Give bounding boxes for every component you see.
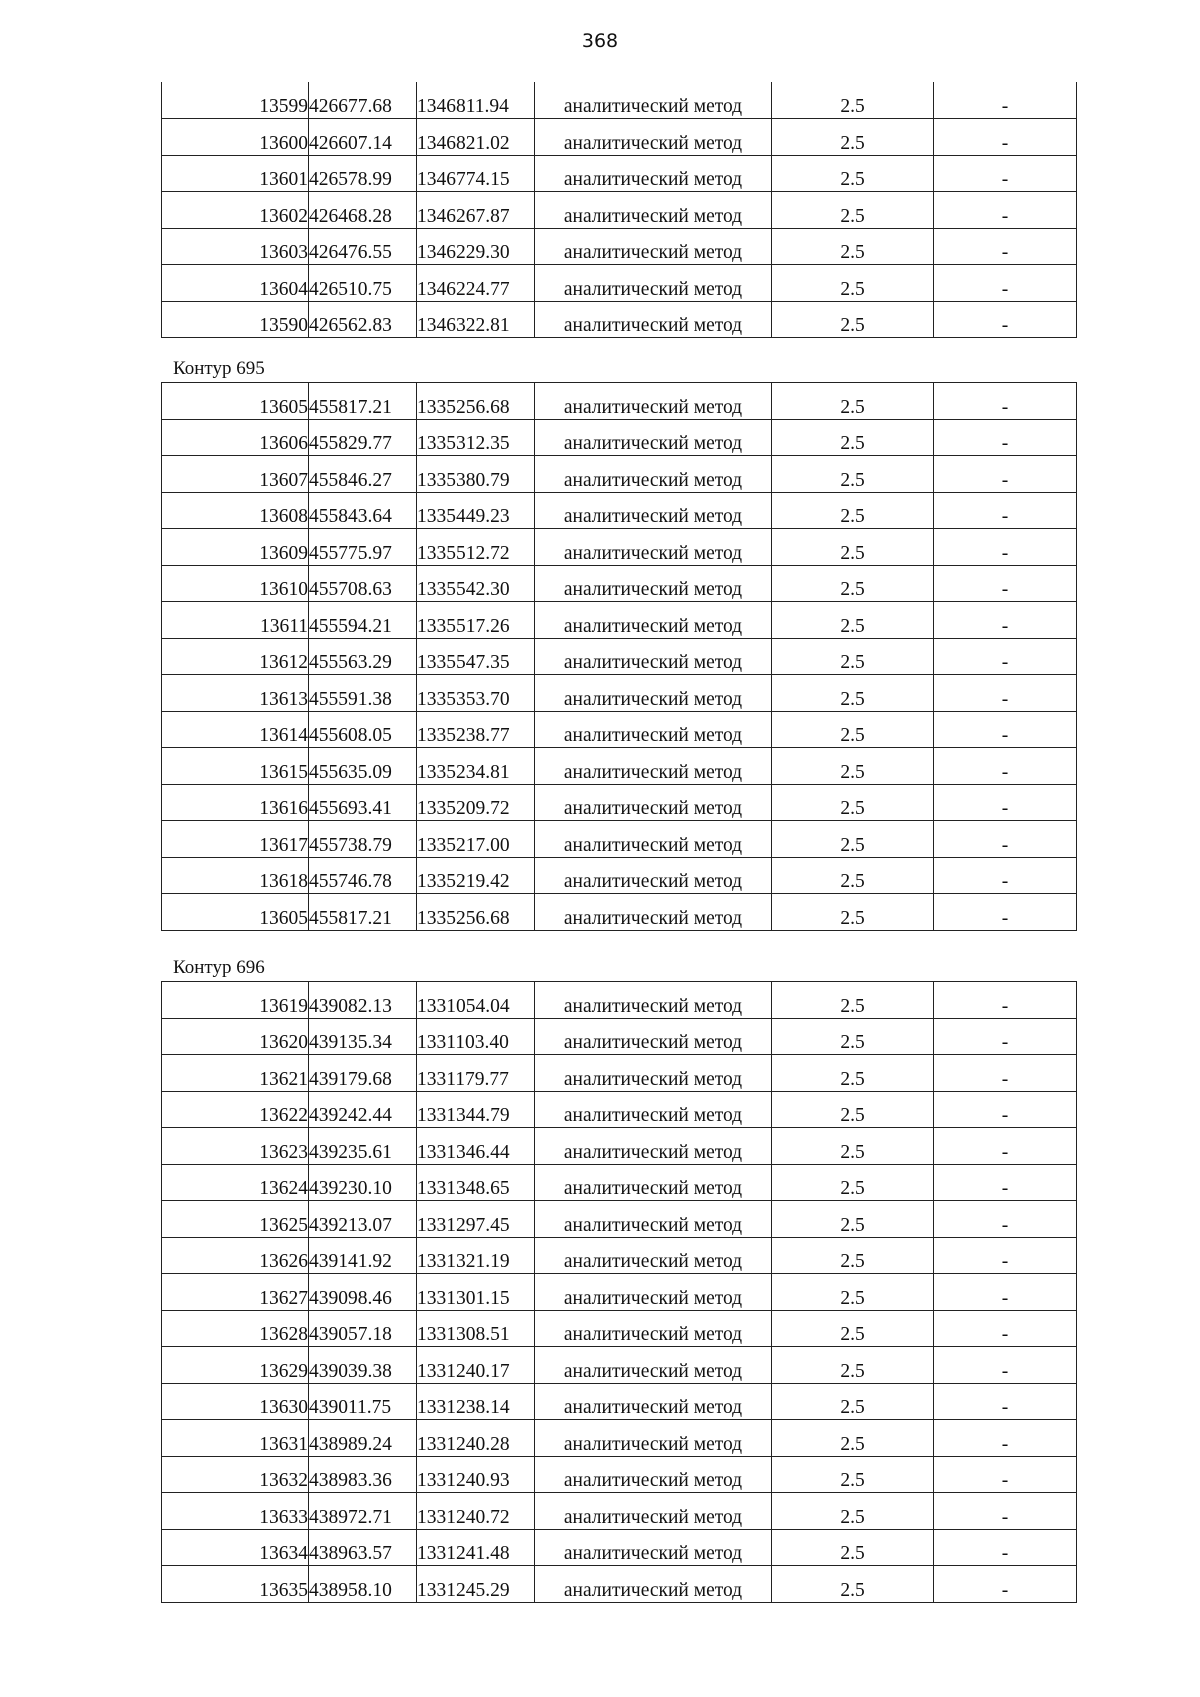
y-coordinate-cell: 1331344.79 [417, 1091, 535, 1128]
x-coordinate-cell: 426562.83 [309, 301, 417, 338]
table-row [162, 1237, 1077, 1274]
method-cell: аналитический метод [535, 1529, 772, 1566]
method-cell: аналитический метод [535, 982, 772, 1019]
y-coordinate-cell: 1335512.72 [417, 529, 535, 566]
note-cell: - [934, 602, 1077, 639]
y-coordinate-cell: 1331346.44 [417, 1128, 535, 1165]
point-number-cell: 13604 [162, 265, 309, 302]
x-coordinate-cell: 439230.10 [309, 1164, 417, 1201]
table-row [162, 456, 1077, 493]
table-row [162, 155, 1077, 192]
x-coordinate-cell: 439213.07 [309, 1201, 417, 1238]
point-number-cell: 13599 [162, 82, 309, 119]
precision-cell: 2.5 [772, 1091, 934, 1128]
y-coordinate-cell: 1335234.81 [417, 748, 535, 785]
x-coordinate-cell: 455608.05 [309, 711, 417, 748]
note-cell: - [934, 1383, 1077, 1420]
y-coordinate-cell: 1346774.15 [417, 155, 535, 192]
method-cell: аналитический метод [535, 1237, 772, 1274]
x-coordinate-cell: 455738.79 [309, 821, 417, 858]
y-coordinate-cell: 1331321.19 [417, 1237, 535, 1274]
y-coordinate-cell: 1331308.51 [417, 1310, 535, 1347]
precision-cell: 2.5 [772, 675, 934, 712]
x-coordinate-cell: 426677.68 [309, 82, 417, 119]
note-cell: - [934, 1164, 1077, 1201]
point-number-cell: 13614 [162, 711, 309, 748]
note-cell: - [934, 492, 1077, 529]
y-coordinate-cell: 1331348.65 [417, 1164, 535, 1201]
method-cell: аналитический метод [535, 1310, 772, 1347]
y-coordinate-cell: 1331301.15 [417, 1274, 535, 1311]
table-row [162, 982, 1077, 1019]
x-coordinate-cell: 455708.63 [309, 565, 417, 602]
method-cell: аналитический метод [535, 638, 772, 675]
x-coordinate-cell: 439179.68 [309, 1055, 417, 1092]
note-cell: - [934, 1529, 1077, 1566]
x-coordinate-cell: 439039.38 [309, 1347, 417, 1384]
x-coordinate-cell: 439098.46 [309, 1274, 417, 1311]
precision-cell: 2.5 [772, 1237, 934, 1274]
point-number-cell: 13628 [162, 1310, 309, 1347]
table-row [162, 1164, 1077, 1201]
method-cell: аналитический метод [535, 711, 772, 748]
coordinates-table [161, 82, 1077, 338]
table-row [162, 301, 1077, 338]
note-cell: - [934, 1310, 1077, 1347]
point-number-cell: 13590 [162, 301, 309, 338]
x-coordinate-cell: 439011.75 [309, 1383, 417, 1420]
point-number-cell: 13631 [162, 1420, 309, 1457]
method-cell: аналитический метод [535, 265, 772, 302]
precision-cell: 2.5 [772, 982, 934, 1019]
point-number-cell: 13607 [162, 456, 309, 493]
precision-cell: 2.5 [772, 1274, 934, 1311]
table-row [162, 565, 1077, 602]
precision-cell: 2.5 [772, 265, 934, 302]
method-cell: аналитический метод [535, 1420, 772, 1457]
table-row [162, 1310, 1077, 1347]
precision-cell: 2.5 [772, 1201, 934, 1238]
note-cell: - [934, 1566, 1077, 1603]
table-row [162, 228, 1077, 265]
table-row [162, 419, 1077, 456]
precision-cell: 2.5 [772, 82, 934, 119]
table-row [162, 784, 1077, 821]
y-coordinate-cell: 1335542.30 [417, 565, 535, 602]
point-number-cell: 13627 [162, 1274, 309, 1311]
precision-cell: 2.5 [772, 1566, 934, 1603]
precision-cell: 2.5 [772, 529, 934, 566]
method-cell: аналитический метод [535, 1566, 772, 1603]
note-cell: - [934, 301, 1077, 338]
method-cell: аналитический метод [535, 456, 772, 493]
x-coordinate-cell: 455775.97 [309, 529, 417, 566]
point-number-cell: 13629 [162, 1347, 309, 1384]
y-coordinate-cell: 1346821.02 [417, 119, 535, 156]
note-cell: - [934, 1201, 1077, 1238]
x-coordinate-cell: 426476.55 [309, 228, 417, 265]
precision-cell: 2.5 [772, 155, 934, 192]
method-cell: аналитический метод [535, 119, 772, 156]
table-row [162, 1201, 1077, 1238]
y-coordinate-cell: 1331103.40 [417, 1018, 535, 1055]
method-cell: аналитический метод [535, 748, 772, 785]
point-number-cell: 13612 [162, 638, 309, 675]
note-cell: - [934, 1018, 1077, 1055]
y-coordinate-cell: 1335219.42 [417, 857, 535, 894]
page-number: 368 [581, 30, 619, 52]
table-row [162, 602, 1077, 639]
note-cell: - [934, 1055, 1077, 1092]
precision-cell: 2.5 [772, 638, 934, 675]
table-row [162, 675, 1077, 712]
x-coordinate-cell: 426510.75 [309, 265, 417, 302]
table-row [162, 711, 1077, 748]
table-row [162, 857, 1077, 894]
precision-cell: 2.5 [772, 228, 934, 265]
x-coordinate-cell: 438958.10 [309, 1566, 417, 1603]
point-number-cell: 13617 [162, 821, 309, 858]
point-number-cell: 13632 [162, 1456, 309, 1493]
method-cell: аналитический метод [535, 529, 772, 566]
point-number-cell: 13603 [162, 228, 309, 265]
precision-cell: 2.5 [772, 711, 934, 748]
note-cell: - [934, 1347, 1077, 1384]
point-number-cell: 13635 [162, 1566, 309, 1603]
method-cell: аналитический метод [535, 383, 772, 420]
y-coordinate-cell: 1346811.94 [417, 82, 535, 119]
y-coordinate-cell: 1335353.70 [417, 675, 535, 712]
point-number-cell: 13623 [162, 1128, 309, 1165]
note-cell: - [934, 638, 1077, 675]
y-coordinate-cell: 1331240.72 [417, 1493, 535, 1530]
method-cell: аналитический метод [535, 1018, 772, 1055]
y-coordinate-cell: 1331179.77 [417, 1055, 535, 1092]
note-cell: - [934, 1420, 1077, 1457]
x-coordinate-cell: 438972.71 [309, 1493, 417, 1530]
method-cell: аналитический метод [535, 857, 772, 894]
precision-cell: 2.5 [772, 1456, 934, 1493]
y-coordinate-cell: 1335312.35 [417, 419, 535, 456]
y-coordinate-cell: 1331240.28 [417, 1420, 535, 1457]
method-cell: аналитический метод [535, 1091, 772, 1128]
method-cell: аналитический метод [535, 1274, 772, 1311]
x-coordinate-cell: 455846.27 [309, 456, 417, 493]
precision-cell: 2.5 [772, 821, 934, 858]
point-number-cell: 13600 [162, 119, 309, 156]
y-coordinate-cell: 1331054.04 [417, 982, 535, 1019]
note-cell: - [934, 748, 1077, 785]
method-cell: аналитический метод [535, 192, 772, 229]
y-coordinate-cell: 1331240.93 [417, 1456, 535, 1493]
point-number-cell: 13605 [162, 894, 309, 931]
precision-cell: 2.5 [772, 119, 934, 156]
table-row [162, 1383, 1077, 1420]
table-row [162, 1274, 1077, 1311]
table-row [162, 529, 1077, 566]
table-row [162, 1128, 1077, 1165]
note-cell: - [934, 711, 1077, 748]
point-number-cell: 13616 [162, 784, 309, 821]
note-cell: - [934, 419, 1077, 456]
precision-cell: 2.5 [772, 419, 934, 456]
x-coordinate-cell: 455843.64 [309, 492, 417, 529]
x-coordinate-cell: 455829.77 [309, 419, 417, 456]
y-coordinate-cell: 1335449.23 [417, 492, 535, 529]
note-cell: - [934, 155, 1077, 192]
method-cell: аналитический метод [535, 228, 772, 265]
note-cell: - [934, 1493, 1077, 1530]
precision-cell: 2.5 [772, 1383, 934, 1420]
precision-cell: 2.5 [772, 565, 934, 602]
table-row [162, 1566, 1077, 1603]
table-row [162, 492, 1077, 529]
note-cell: - [934, 675, 1077, 712]
x-coordinate-cell: 439082.13 [309, 982, 417, 1019]
method-cell: аналитический метод [535, 821, 772, 858]
point-number-cell: 13619 [162, 982, 309, 1019]
x-coordinate-cell: 455563.29 [309, 638, 417, 675]
precision-cell: 2.5 [772, 748, 934, 785]
y-coordinate-cell: 1335238.77 [417, 711, 535, 748]
method-cell: аналитический метод [535, 602, 772, 639]
x-coordinate-cell: 439141.92 [309, 1237, 417, 1274]
precision-cell: 2.5 [772, 1493, 934, 1530]
point-number-cell: 13626 [162, 1237, 309, 1274]
x-coordinate-cell: 438989.24 [309, 1420, 417, 1457]
precision-cell: 2.5 [772, 301, 934, 338]
method-cell: аналитический метод [535, 1055, 772, 1092]
y-coordinate-cell: 1331238.14 [417, 1383, 535, 1420]
y-coordinate-cell: 1331240.17 [417, 1347, 535, 1384]
note-cell: - [934, 894, 1077, 931]
x-coordinate-cell: 455594.21 [309, 602, 417, 639]
precision-cell: 2.5 [772, 456, 934, 493]
table-row [162, 638, 1077, 675]
precision-cell: 2.5 [772, 1420, 934, 1457]
y-coordinate-cell: 1335256.68 [417, 894, 535, 931]
y-coordinate-cell: 1335547.35 [417, 638, 535, 675]
note-cell: - [934, 1128, 1077, 1165]
table-row [162, 1529, 1077, 1566]
point-number-cell: 13633 [162, 1493, 309, 1530]
method-cell: аналитический метод [535, 1493, 772, 1530]
x-coordinate-cell: 438983.36 [309, 1456, 417, 1493]
method-cell: аналитический метод [535, 82, 772, 119]
x-coordinate-cell: 426578.99 [309, 155, 417, 192]
point-number-cell: 13608 [162, 492, 309, 529]
precision-cell: 2.5 [772, 492, 934, 529]
note-cell: - [934, 119, 1077, 156]
y-coordinate-cell: 1346322.81 [417, 301, 535, 338]
y-coordinate-cell: 1331297.45 [417, 1201, 535, 1238]
method-cell: аналитический метод [535, 1128, 772, 1165]
note-cell: - [934, 265, 1077, 302]
method-cell: аналитический метод [535, 565, 772, 602]
x-coordinate-cell: 455635.09 [309, 748, 417, 785]
precision-cell: 2.5 [772, 1164, 934, 1201]
point-number-cell: 13602 [162, 192, 309, 229]
table-row [162, 894, 1077, 931]
method-cell: аналитический метод [535, 301, 772, 338]
table-row [162, 1347, 1077, 1384]
point-number-cell: 13606 [162, 419, 309, 456]
point-number-cell: 13610 [162, 565, 309, 602]
table-row [162, 82, 1077, 119]
x-coordinate-cell: 455591.38 [309, 675, 417, 712]
table-row [162, 1091, 1077, 1128]
point-number-cell: 13620 [162, 1018, 309, 1055]
note-cell: - [934, 1237, 1077, 1274]
note-cell: - [934, 456, 1077, 493]
method-cell: аналитический метод [535, 784, 772, 821]
y-coordinate-cell: 1335517.26 [417, 602, 535, 639]
y-coordinate-cell: 1346224.77 [417, 265, 535, 302]
note-cell: - [934, 857, 1077, 894]
point-number-cell: 13605 [162, 383, 309, 420]
y-coordinate-cell: 1331241.48 [417, 1529, 535, 1566]
table-row [162, 192, 1077, 229]
precision-cell: 2.5 [772, 857, 934, 894]
table-row [162, 1493, 1077, 1530]
note-cell: - [934, 982, 1077, 1019]
method-cell: аналитический метод [535, 894, 772, 931]
x-coordinate-cell: 439235.61 [309, 1128, 417, 1165]
precision-cell: 2.5 [772, 1055, 934, 1092]
x-coordinate-cell: 439057.18 [309, 1310, 417, 1347]
method-cell: аналитический метод [535, 1164, 772, 1201]
method-cell: аналитический метод [535, 155, 772, 192]
method-cell: аналитический метод [535, 1383, 772, 1420]
y-coordinate-cell: 1346267.87 [417, 192, 535, 229]
precision-cell: 2.5 [772, 192, 934, 229]
coordinates-table [161, 382, 1077, 931]
note-cell: - [934, 228, 1077, 265]
note-cell: - [934, 1456, 1077, 1493]
table-row [162, 821, 1077, 858]
table-row [162, 1420, 1077, 1457]
note-cell: - [934, 192, 1077, 229]
note-cell: - [934, 821, 1077, 858]
table-row [162, 1055, 1077, 1092]
y-coordinate-cell: 1346229.30 [417, 228, 535, 265]
note-cell: - [934, 1091, 1077, 1128]
point-number-cell: 13613 [162, 675, 309, 712]
precision-cell: 2.5 [772, 1128, 934, 1165]
x-coordinate-cell: 426607.14 [309, 119, 417, 156]
point-number-cell: 13611 [162, 602, 309, 639]
point-number-cell: 13630 [162, 1383, 309, 1420]
y-coordinate-cell: 1335217.00 [417, 821, 535, 858]
note-cell: - [934, 529, 1077, 566]
table-row [162, 383, 1077, 420]
point-number-cell: 13609 [162, 529, 309, 566]
table-row [162, 1018, 1077, 1055]
point-number-cell: 13615 [162, 748, 309, 785]
table-row [162, 1456, 1077, 1493]
table-row [162, 748, 1077, 785]
method-cell: аналитический метод [535, 675, 772, 712]
section-title: Контур 695 [173, 358, 265, 379]
precision-cell: 2.5 [772, 1529, 934, 1566]
section-title: Контур 696 [173, 957, 265, 978]
note-cell: - [934, 1274, 1077, 1311]
precision-cell: 2.5 [772, 1347, 934, 1384]
point-number-cell: 13622 [162, 1091, 309, 1128]
y-coordinate-cell: 1331245.29 [417, 1566, 535, 1603]
precision-cell: 2.5 [772, 1018, 934, 1055]
x-coordinate-cell: 455746.78 [309, 857, 417, 894]
x-coordinate-cell: 439242.44 [309, 1091, 417, 1128]
x-coordinate-cell: 438963.57 [309, 1529, 417, 1566]
x-coordinate-cell: 455817.21 [309, 894, 417, 931]
note-cell: - [934, 383, 1077, 420]
coordinates-table [161, 981, 1077, 1603]
note-cell: - [934, 784, 1077, 821]
method-cell: аналитический метод [535, 1347, 772, 1384]
x-coordinate-cell: 455817.21 [309, 383, 417, 420]
table-row [162, 265, 1077, 302]
precision-cell: 2.5 [772, 602, 934, 639]
point-number-cell: 13601 [162, 155, 309, 192]
precision-cell: 2.5 [772, 894, 934, 931]
x-coordinate-cell: 455693.41 [309, 784, 417, 821]
point-number-cell: 13625 [162, 1201, 309, 1238]
point-number-cell: 13621 [162, 1055, 309, 1092]
point-number-cell: 13618 [162, 857, 309, 894]
y-coordinate-cell: 1335209.72 [417, 784, 535, 821]
x-coordinate-cell: 439135.34 [309, 1018, 417, 1055]
precision-cell: 2.5 [772, 1310, 934, 1347]
method-cell: аналитический метод [535, 419, 772, 456]
precision-cell: 2.5 [772, 383, 934, 420]
table-row [162, 119, 1077, 156]
point-number-cell: 13634 [162, 1529, 309, 1566]
method-cell: аналитический метод [535, 1201, 772, 1238]
y-coordinate-cell: 1335380.79 [417, 456, 535, 493]
precision-cell: 2.5 [772, 784, 934, 821]
note-cell: - [934, 565, 1077, 602]
note-cell: - [934, 82, 1077, 119]
point-number-cell: 13624 [162, 1164, 309, 1201]
x-coordinate-cell: 426468.28 [309, 192, 417, 229]
method-cell: аналитический метод [535, 1456, 772, 1493]
method-cell: аналитический метод [535, 492, 772, 529]
y-coordinate-cell: 1335256.68 [417, 383, 535, 420]
